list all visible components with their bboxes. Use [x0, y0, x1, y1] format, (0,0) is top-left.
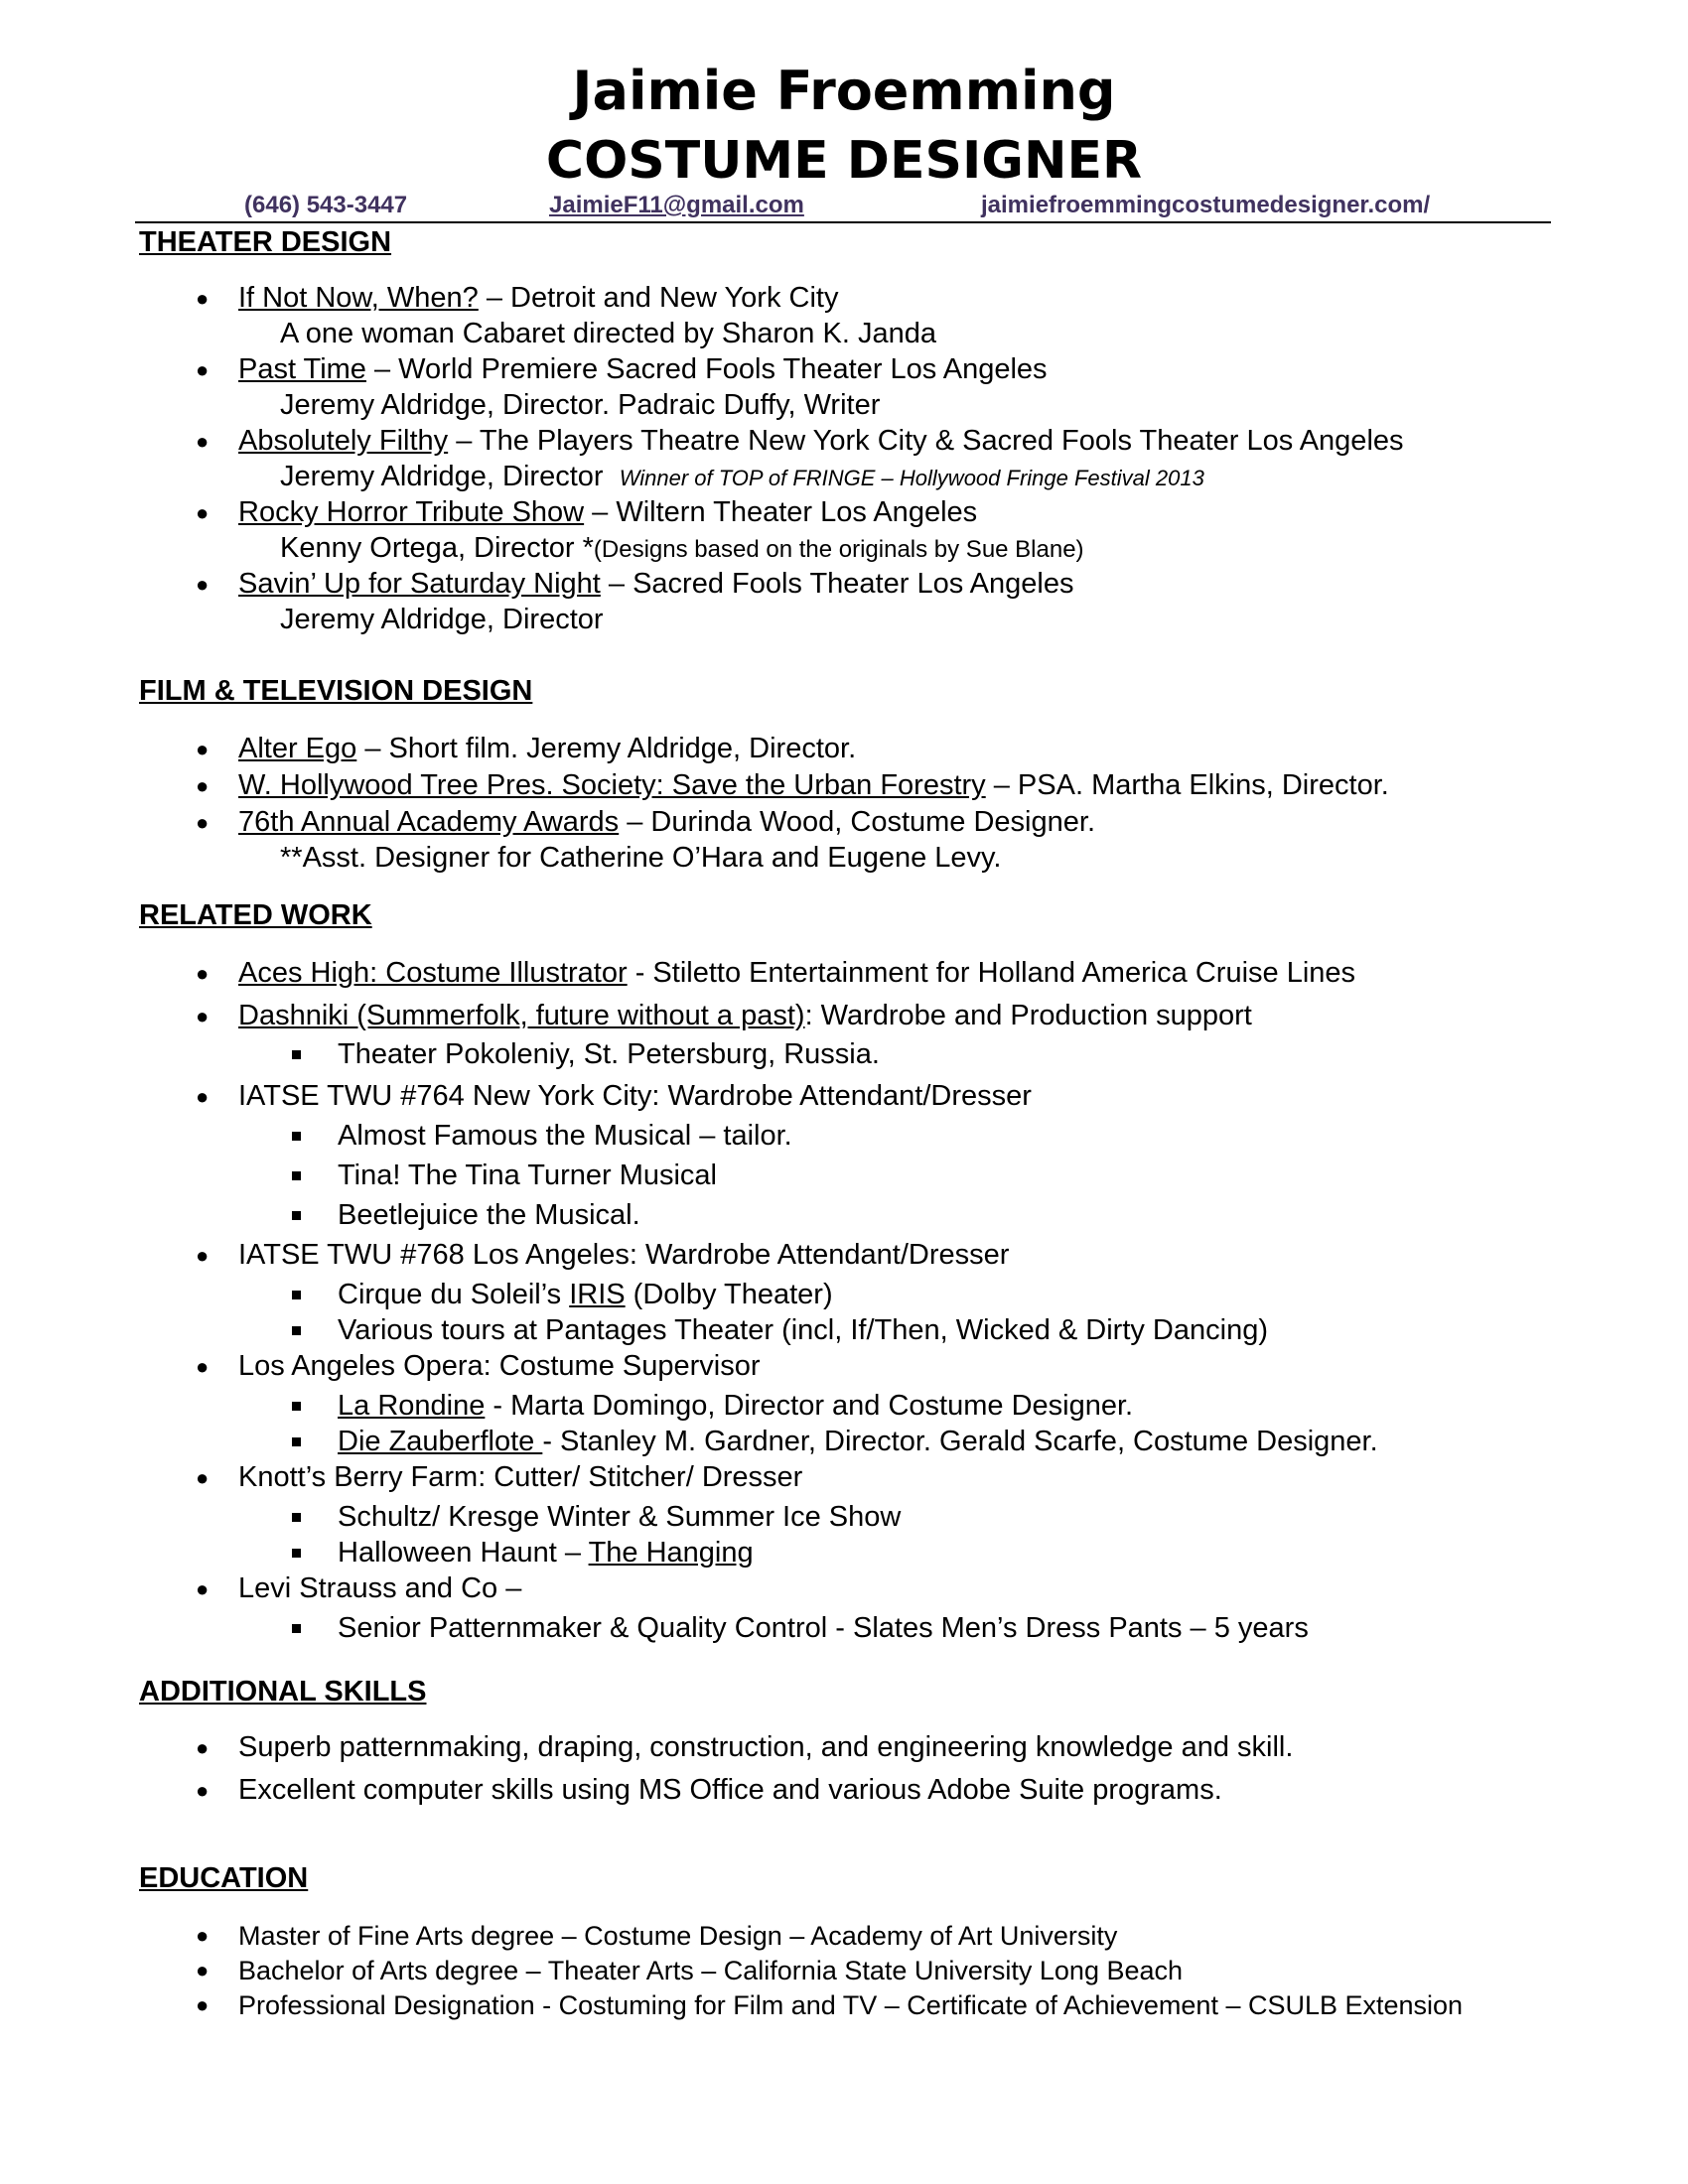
list-item [238, 494, 977, 530]
theater-title: If Not Now, When? [238, 282, 479, 314]
bullet-icon: ● [196, 1992, 210, 2017]
list-item [238, 280, 838, 316]
sub-item-text: - Marta Domingo, Director and Costume Designer. [485, 1390, 1134, 1422]
theater-title: Savin’ Up for Saturday Night [238, 568, 601, 600]
related-title: Aces High: Costume Illustrator [238, 957, 628, 989]
theater-detail: Jeremy Aldridge, Director [280, 461, 604, 492]
education-item: Master of Fine Arts degree – Costume Design – Academy of Art University [238, 1921, 1118, 1951]
film-title: W. Hollywood Tree Pres. Society: Save the Urban Forestry [238, 769, 986, 801]
list-item [238, 731, 856, 766]
related-sub-item [338, 1388, 1133, 1424]
list-item [238, 767, 1389, 803]
bullet-icon: ● [196, 1576, 210, 1601]
show-title: The Hanging [588, 1537, 754, 1569]
related-sub-item: Almost Famous the Musical – tailor. [338, 1120, 792, 1152]
related-sub-item: Beetlejuice the Musical. [338, 1199, 640, 1231]
skill-item: Excellent computer skills using MS Office and various Adobe Suite programs. [238, 1774, 1222, 1806]
film-detail: – Durinda Wood, Costume Designer. [619, 806, 1096, 838]
header-divider [135, 221, 1551, 223]
bullet-icon: ● [196, 1465, 210, 1490]
bullet-icon: ● [196, 429, 210, 454]
bullet-icon: ● [196, 1778, 210, 1803]
show-title: La Rondine [338, 1390, 486, 1422]
theater-title: Absolutely Filthy [238, 425, 449, 457]
sub-item-text: - Stanley M. Gardner, Director. Gerald Scarfe, Costume Designer. [542, 1426, 1378, 1457]
square-bullet-icon [292, 1402, 301, 1411]
square-bullet-icon [292, 1171, 301, 1180]
theater-venue: – Sacred Fools Theater Los Angeles [600, 568, 1074, 600]
sub-item-text: Halloween Haunt – [338, 1537, 589, 1569]
theater-detail: Jeremy Aldridge, Director [280, 604, 604, 635]
design-note: (Designs based on the originals by Sue Blane) [593, 536, 1084, 563]
bullet-icon: ● [196, 572, 210, 597]
theater-venue: – World Premiere Sacred Fools Theater Los Angeles [365, 353, 1048, 385]
sub-item-text: Cirque du Soleil’s [338, 1279, 570, 1310]
bullet-icon: ● [196, 1084, 210, 1109]
theater-detail-row [280, 459, 1204, 496]
related-sub-item: Schultz/ Kresge Winter & Summer Ice Show [338, 1501, 902, 1533]
related-sub-item: Various tours at Pantages Theater (incl, If/Then, Wicked & Dirty Dancing) [338, 1314, 1268, 1346]
film-detail: – Short film. Jeremy Aldridge, Director. [356, 733, 857, 764]
bullet-icon: ● [196, 1923, 210, 1948]
related-detail: - Stiletto Entertainment for Holland America Cruise Lines [627, 957, 1356, 989]
resume-role: COSTUME DESIGNER [545, 131, 1143, 191]
theater-detail: A one woman Cabaret directed by Sharon K. Janda [280, 318, 936, 349]
education-item: Professional Designation - Costuming for Film and TV – Certificate of Achievement – CSULB Extension [238, 1990, 1464, 2020]
related-item-knotts: Knott’s Berry Farm: Cutter/ Stitcher/ Dresser [238, 1461, 803, 1493]
theater-venue: – Detroit and New York City [478, 282, 839, 314]
theater-title: Past Time [238, 353, 366, 385]
section-heading-theater: THEATER DESIGN [139, 226, 392, 258]
bullet-icon: ● [196, 810, 210, 835]
square-bullet-icon [292, 1211, 301, 1220]
bullet-icon: ● [196, 773, 210, 798]
bullet-icon: ● [196, 357, 210, 382]
theater-venue: – Wiltern Theater Los Angeles [584, 496, 978, 528]
skill-item: Superb patternmaking, draping, construction, and engineering knowledge and skill. [238, 1731, 1294, 1763]
theater-detail-row [280, 530, 1084, 568]
square-bullet-icon [292, 1513, 301, 1522]
square-bullet-icon [292, 1326, 301, 1335]
section-heading-related: RELATED WORK [139, 899, 372, 931]
square-bullet-icon [292, 1437, 301, 1446]
bullet-icon: ● [196, 961, 210, 986]
related-sub-item: Senior Patternmaker & Quality Control - Slates Men’s Dress Pants – 5 years [338, 1612, 1309, 1644]
related-item-iatse764: IATSE TWU #764 New York City: Wardrobe Attendant/Dresser [238, 1080, 1032, 1112]
list-item [238, 998, 1252, 1033]
bullet-icon: ● [196, 1354, 210, 1379]
square-bullet-icon [292, 1132, 301, 1141]
related-sub-item: Theater Pokoleniy, St. Petersburg, Russia. [338, 1038, 880, 1070]
show-title: IRIS [569, 1279, 626, 1310]
theater-venue: – The Players Theatre New York City & Sacred Fools Theater Los Angeles [448, 425, 1404, 457]
show-title: Die Zauberflote [338, 1426, 543, 1457]
theater-detail: Kenny Ortega, Director * [280, 532, 594, 564]
list-item [238, 351, 1048, 387]
square-bullet-icon [292, 1291, 301, 1299]
film-note: **Asst. Designer for Catherine O’Hara and Eugene Levy. [280, 842, 1002, 874]
related-item-iatse768: IATSE TWU #768 Los Angeles: Wardrobe Attendant/Dresser [238, 1239, 1010, 1271]
list-item [238, 566, 1073, 602]
square-bullet-icon [292, 1549, 301, 1558]
education-item: Bachelor of Arts degree – Theater Arts – California State University Long Beach [238, 1956, 1184, 1985]
related-sub-item [338, 1535, 754, 1570]
email-link[interactable]: JaimieF11@gmail.com [549, 192, 804, 218]
related-item-opera: Los Angeles Opera: Costume Supervisor [238, 1350, 761, 1382]
related-sub-item [338, 1424, 1378, 1459]
related-sub-item [338, 1277, 833, 1312]
related-item-levi: Levi Strauss and Co – [238, 1572, 522, 1604]
list-item [238, 955, 1355, 991]
square-bullet-icon [292, 1624, 301, 1633]
film-title: Alter Ego [238, 733, 357, 764]
website-link[interactable]: jaimiefroemmingcostumedesigner.com/ [981, 192, 1431, 218]
bullet-icon: ● [196, 1243, 210, 1268]
bullet-icon: ● [196, 737, 210, 761]
related-title: Dashniki (Summerfolk, future without a past) [238, 1000, 805, 1031]
bullet-icon: ● [196, 1958, 210, 1982]
phone-number: (646) 543-3447 [244, 192, 408, 218]
list-item [238, 423, 1404, 459]
section-heading-skills: ADDITIONAL SKILLS [139, 1676, 427, 1707]
bullet-icon: ● [196, 1004, 210, 1028]
resume-name: Jaimie Froemming [572, 60, 1116, 122]
bullet-icon: ● [196, 500, 210, 525]
film-detail: – PSA. Martha Elkins, Director. [985, 769, 1389, 801]
square-bullet-icon [292, 1050, 301, 1059]
section-heading-education: EDUCATION [139, 1862, 309, 1894]
related-detail: : Wardrobe and Production support [804, 1000, 1252, 1031]
bullet-icon: ● [196, 1735, 210, 1760]
section-heading-film: FILM & TELEVISION DESIGN [139, 675, 533, 707]
related-sub-item: Tina! The Tina Turner Musical [338, 1160, 717, 1191]
sub-item-text: (Dolby Theater) [625, 1279, 833, 1310]
award-note: Winner of TOP of FRINGE – Hollywood Fringe Festival 2013 [619, 466, 1204, 490]
list-item [238, 804, 1095, 840]
bullet-icon: ● [196, 286, 210, 311]
theater-title: Rocky Horror Tribute Show [238, 496, 585, 528]
theater-detail: Jeremy Aldridge, Director. Padraic Duffy, Writer [280, 389, 881, 421]
film-title: 76th Annual Academy Awards [238, 806, 620, 838]
